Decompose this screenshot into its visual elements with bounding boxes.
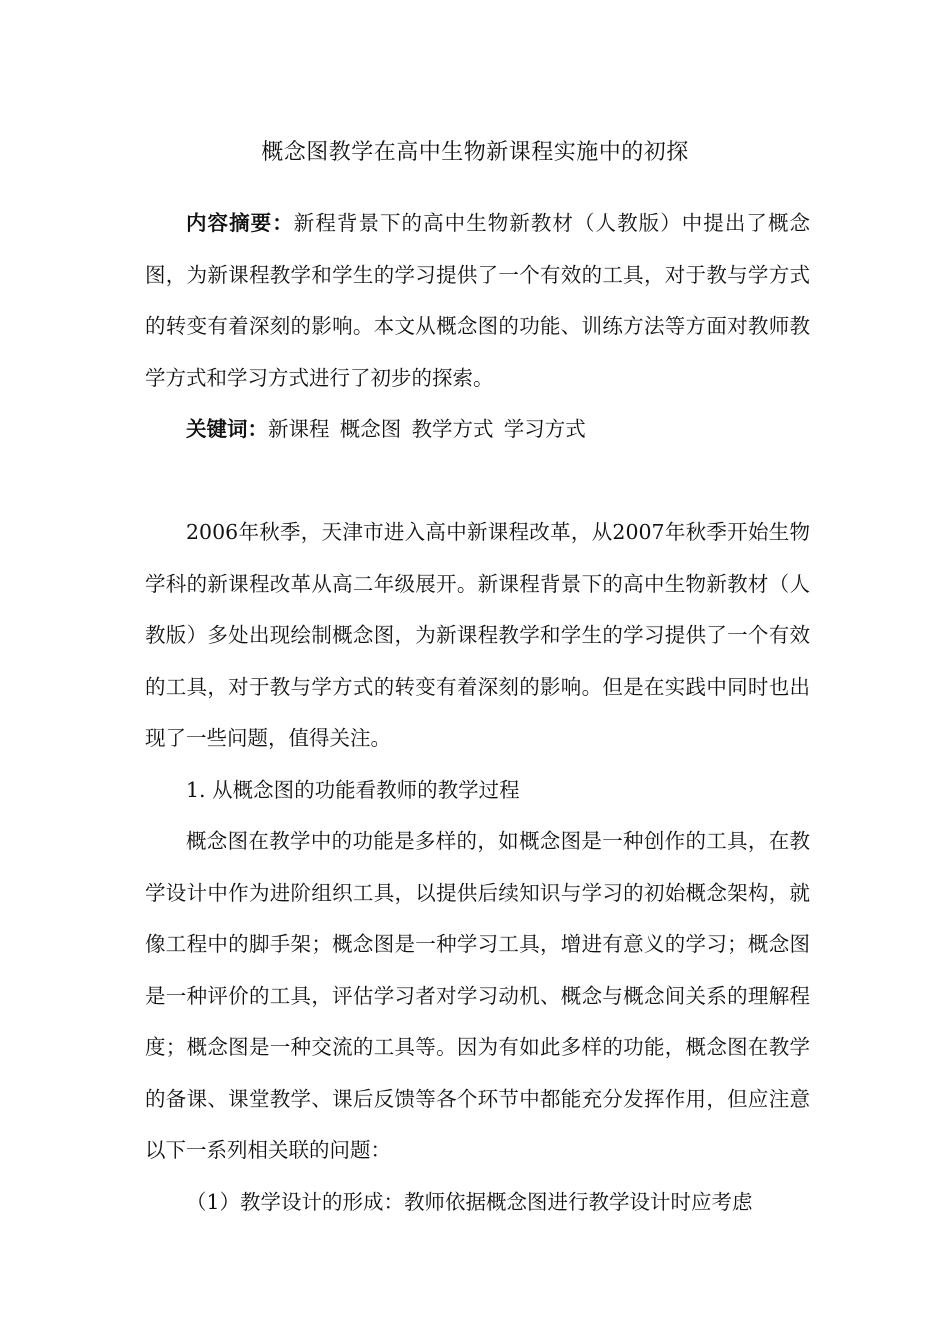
section-heading: 1. 从概念图的功能看教师的教学过程 [186,777,520,802]
body-paragraph: 2006年秋季，天津市进入高中新课程改革，从2007年秋季开始生物学科的新课程改革从高二年级展开。新课程背景下的高中生物新教材（人教版）多处出现绘制概念图，为新课程教学和学生的学习提供了一个有效的工具，对于教与学方式的转变有着深刻的影响。但是在实践中同时也出现了一些问题，值得关注。 [145,520,810,750]
document-title: 概念图教学在高中生物新课程实施中的初探 [261,140,689,165]
keywords-label: 关键词： [186,417,268,441]
abstract-paragraph [145,198,810,404]
keywords-paragraph [145,404,810,456]
body-paragraph: 概念图在教学中的功能是多样的，如概念图是一种创作的工具，在教学设计中作为进阶组织工具，以提供后续知识与学习的初始概念架构，就像工程中的脚手架；概念图是一种学习工具，增进有意义的学习；概念图是一种评价的工具，评估学习者对学习动机、概念与概念间关系的理解程度；概念图是一种交流的工具等。因为有如此多样的功能，概念图在教学的备课、课堂教学、课后反馈等各个环节中都能充分发挥作用，但应注意以下一系列相关联的问题： [145,829,810,1162]
keyword-item: 学习方式 [503,417,586,441]
abstract-text: 新程背景下的高中生物新教材（人教版）中提出了概念图，为新课程教学和学生的学习提供了一个有效的工具，对于教与学方式的转变有着深刻的影响。本文从概念图的功能、训练方法等方面对教师教学方式和学习方式进行了初步的探索。 [145,211,811,390]
body-paragraph: （1）教学设计的形成：教师依据概念图进行教学设计时应考虑 [186,1189,753,1214]
document-body [145,198,810,1228]
abstract-label: 内容摘要： [186,211,294,235]
blank-line [145,456,810,508]
keyword-item: 概念图 [339,417,402,441]
keyword-item: 教学方式 [411,417,494,441]
keyword-item: 新课程 [268,417,330,441]
